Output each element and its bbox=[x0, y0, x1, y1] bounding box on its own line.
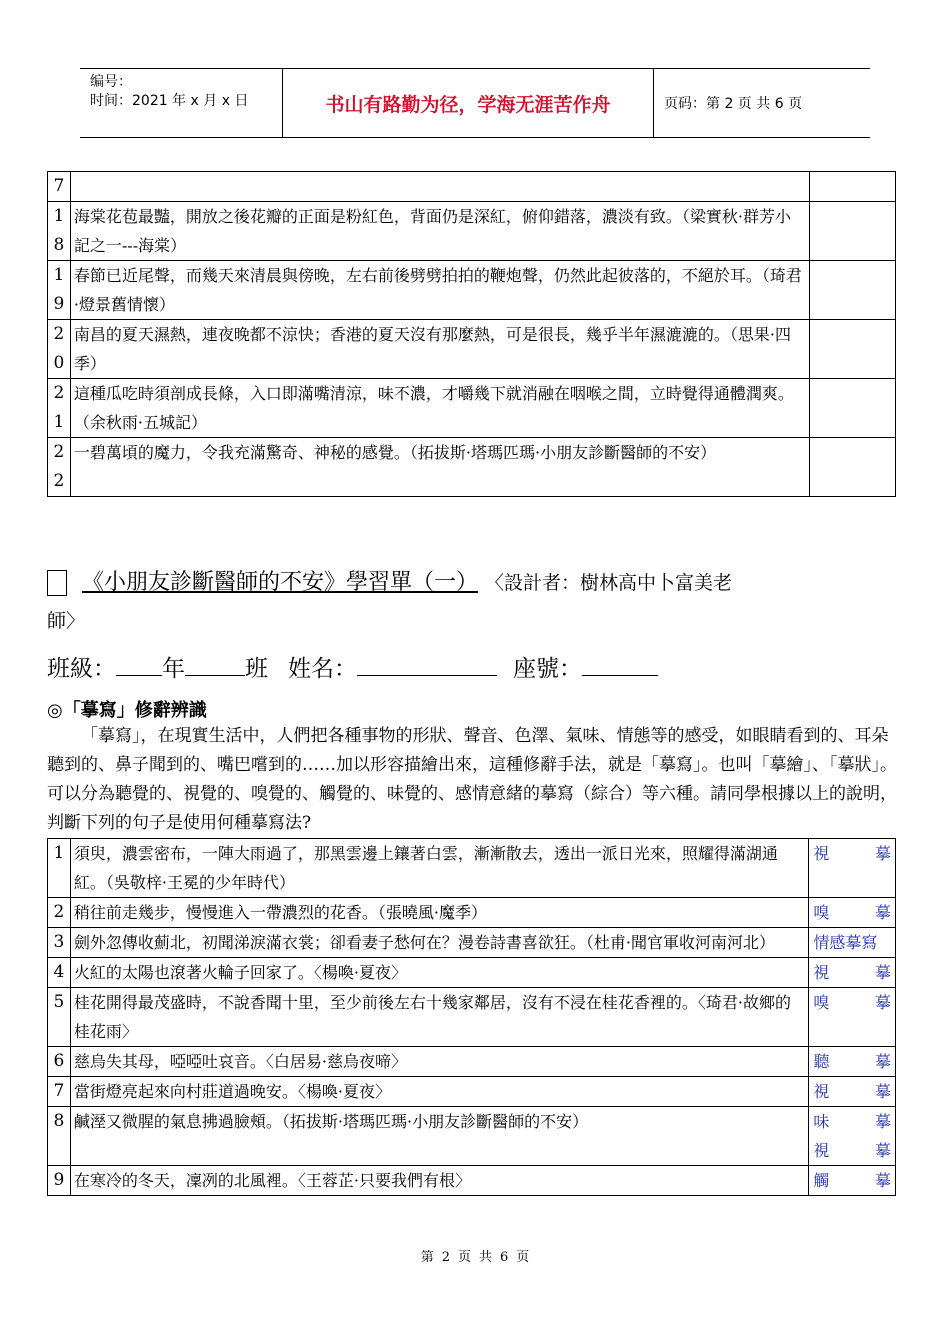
answer-line bbox=[809, 1077, 895, 1106]
table-row bbox=[48, 898, 896, 928]
answer-text: 摹 bbox=[874, 1052, 891, 1071]
answer-cell[interactable] bbox=[809, 172, 895, 202]
row-number bbox=[48, 438, 71, 497]
table-row bbox=[48, 928, 896, 958]
row-number: 2 bbox=[48, 898, 71, 928]
answer-cell[interactable] bbox=[809, 1077, 896, 1107]
table-row bbox=[48, 1047, 896, 1077]
student-info-line bbox=[47, 650, 658, 683]
page-footer bbox=[0, 1246, 950, 1265]
answer-text: 摹 bbox=[874, 1082, 891, 1101]
row-number: 9 bbox=[48, 1166, 71, 1196]
sentence-cell: 在寒冷的冬天，凜冽的北風裡。〈王蓉芷·只要我們有根〉 bbox=[70, 1166, 809, 1196]
sentence-cell: 海棠花苞最豔，開放之後花瓣的正面是粉紅色，背面仍是深紅，俯仰錯落，濃淡有致。（梁實秋·群芳小記之一---海棠） bbox=[70, 202, 809, 261]
answer-text: 嗅 bbox=[813, 993, 830, 1012]
grade-label: 年 bbox=[162, 656, 185, 682]
answer-line bbox=[809, 839, 895, 868]
table-row bbox=[48, 839, 896, 898]
table-row bbox=[48, 172, 896, 202]
name-blank[interactable] bbox=[357, 653, 497, 676]
answer-text: 視 bbox=[813, 844, 830, 863]
row-number: 3 bbox=[48, 928, 71, 958]
sentence-cell: 這種瓜吃時須剖成長條，入口即滿嘴清涼，味不濃，才嚼幾下就消融在咽喉之間，立時覺得通體潤爽。（余秋雨·五城記） bbox=[70, 379, 809, 438]
answer-cell[interactable] bbox=[809, 958, 896, 988]
answer-cell[interactable] bbox=[809, 1047, 896, 1077]
answer-cell[interactable] bbox=[809, 320, 895, 379]
answer-text: 聽 bbox=[813, 1052, 830, 1071]
designer-note-cont: 師〉 bbox=[47, 610, 86, 632]
header-meta bbox=[80, 69, 280, 137]
class-blank[interactable] bbox=[185, 653, 245, 676]
name-label: 姓名： bbox=[288, 656, 357, 682]
answer-cell[interactable] bbox=[809, 379, 895, 438]
answer-line bbox=[809, 1107, 895, 1136]
footer-total: 6 bbox=[500, 1250, 509, 1265]
sentence-cell: 須臾，濃雲密布，一陣大雨過了，那黑雲邊上鑲著白雲，漸漸散去，透出一派日光來，照耀得滿湖通紅。（吳敬梓·王冕的少年時代） bbox=[70, 839, 809, 898]
worksheet-title-text: 《小朋友診斷醫師的不安》學習單（一） bbox=[82, 570, 479, 595]
answer-cell[interactable] bbox=[809, 839, 896, 898]
answer-line bbox=[809, 1047, 895, 1076]
designer-note: 〈設計者：樹林高中卜富美老 bbox=[485, 572, 733, 594]
answer-cell[interactable] bbox=[809, 898, 896, 928]
footer-page: 2 bbox=[441, 1250, 450, 1265]
header-motto: 书山有路勤为径，学海无涯苦作舟 bbox=[282, 69, 654, 137]
answer-text: 摹 bbox=[874, 993, 891, 1012]
answer-text: 摹 bbox=[874, 1171, 891, 1190]
answer-line bbox=[809, 1136, 895, 1165]
table-row bbox=[48, 988, 896, 1047]
row-number bbox=[48, 172, 71, 202]
answer-cell[interactable] bbox=[809, 202, 895, 261]
row-number-digit: 1 bbox=[53, 412, 65, 432]
row-number-digit: 1 bbox=[53, 206, 65, 226]
row-number: 8 bbox=[48, 1107, 71, 1166]
row-number-digit: 2 bbox=[53, 442, 65, 462]
table-row bbox=[48, 320, 896, 379]
row-number: 1 bbox=[48, 839, 71, 898]
answer-text: 摹 bbox=[874, 1112, 891, 1131]
row-number: 7 bbox=[48, 1077, 71, 1107]
sentence-cell: 稍往前走幾步，慢慢進入一帶濃烈的花香。（張曉風·魔季） bbox=[70, 898, 809, 928]
table-row bbox=[48, 438, 896, 497]
answer-text: 視 bbox=[813, 1082, 830, 1101]
footer-p4: 页 bbox=[516, 1250, 530, 1265]
answer-text: 情感摹寫 bbox=[813, 933, 878, 952]
sentence-cell: 桂花開得最茂盛時，不說香聞十里，至少前後左右十幾家鄰居，沒有不浸在桂花香裡的。〈琦君·故鄉的桂花雨〉 bbox=[70, 988, 809, 1047]
section-title: ◎「摹寫」修辭辨識 bbox=[47, 700, 207, 721]
sentence-cell: 火紅的太陽也滾著火輪子回家了。〈楊喚·夏夜〉 bbox=[70, 958, 809, 988]
time-label: 时间：2021 年 x 月 x 日 bbox=[90, 93, 249, 109]
answer-line bbox=[809, 1166, 895, 1195]
answer-cell[interactable] bbox=[809, 1166, 896, 1196]
table-row bbox=[48, 202, 896, 261]
answer-text: 嗅 bbox=[813, 903, 830, 922]
sentence-cell: 春節已近尾聲，而幾天來清晨與傍晚，左右前後劈劈拍拍的鞭炮聲，仍然此起彼落的，不絕於耳。（琦君·燈景舊情懷） bbox=[70, 261, 809, 320]
footer-p3: 共 bbox=[479, 1250, 493, 1265]
seat-label: 座號： bbox=[513, 656, 582, 682]
exercise-table bbox=[47, 838, 896, 1196]
row-number-digit: 1 bbox=[53, 265, 65, 285]
page-header bbox=[80, 68, 870, 138]
row-number-digit: 2 bbox=[53, 383, 65, 403]
row-number bbox=[48, 379, 71, 438]
table-row bbox=[48, 1107, 896, 1166]
sentence-cell: 南昌的夏天濕熱，連夜晚都不涼快；香港的夏天沒有那麼熱，可是很長，幾乎半年濕漉漉的。（思果·四季） bbox=[70, 320, 809, 379]
ban-label: 班 bbox=[245, 656, 268, 682]
sentence-cell: 劍外忽傳收薊北，初聞涕淚滿衣裳；卻看妻子愁何在？漫卷詩書喜欲狂。（杜甫·聞官軍收河南河北） bbox=[70, 928, 809, 958]
answer-text: 摹 bbox=[874, 963, 891, 982]
instruction-paragraph bbox=[47, 722, 902, 838]
row-number: 6 bbox=[48, 1047, 71, 1077]
answer-cell[interactable] bbox=[809, 988, 896, 1047]
answer-cell[interactable] bbox=[809, 1107, 896, 1166]
row-number: 5 bbox=[48, 988, 71, 1047]
answer-line bbox=[809, 988, 895, 1017]
answer-line bbox=[809, 958, 895, 987]
answer-text: 摹 bbox=[874, 903, 891, 922]
row-number: 4 bbox=[48, 958, 71, 988]
answer-text: 摹 bbox=[874, 844, 891, 863]
table-row bbox=[48, 1166, 896, 1196]
header-page-info: 页码：第 2 页 共 6 页 bbox=[664, 96, 803, 112]
row-number-digit: 7 bbox=[53, 176, 65, 196]
answer-text: 視 bbox=[813, 1141, 830, 1160]
footer-p2: 页 bbox=[457, 1250, 471, 1265]
sentence-cell: 慈烏失其母，啞啞吐哀音。〈白居易·慈烏夜啼〉 bbox=[70, 1047, 809, 1077]
sentence-cell: 鹹溼又微腥的氣息拂過臉頰。（拓拔斯·塔瑪匹瑪·小朋友診斷醫師的不安） bbox=[70, 1107, 809, 1166]
table-row bbox=[48, 261, 896, 320]
row-number bbox=[48, 261, 71, 320]
answer-line bbox=[809, 898, 895, 927]
table-row bbox=[48, 379, 896, 438]
row-number-digit: 0 bbox=[53, 353, 65, 373]
exercise-table-continued bbox=[47, 171, 896, 497]
answer-text: 摹 bbox=[874, 1141, 891, 1160]
answer-text: 味 bbox=[813, 1112, 830, 1131]
table-row bbox=[48, 1077, 896, 1107]
row-number bbox=[48, 320, 71, 379]
title-bullet-icon bbox=[47, 570, 67, 596]
sentence-cell: 一碧萬頃的魔力，令我充滿驚奇、神秘的感覺。（拓拔斯·塔瑪匹瑪·小朋友診斷醫師的不安） bbox=[70, 438, 809, 497]
row-number-digit: 2 bbox=[53, 324, 65, 344]
row-number-digit: 8 bbox=[53, 235, 65, 255]
answer-text: 視 bbox=[813, 963, 830, 982]
answer-cell[interactable] bbox=[809, 438, 895, 497]
sentence-cell: 當街燈亮起來向村莊道過晚安。〈楊喚·夏夜〉 bbox=[70, 1077, 809, 1107]
answer-text: 觸 bbox=[813, 1171, 830, 1190]
class-label: 班級： bbox=[47, 656, 116, 682]
grade-blank[interactable] bbox=[116, 653, 162, 676]
answer-cell[interactable] bbox=[809, 928, 896, 958]
seat-blank[interactable] bbox=[582, 653, 658, 676]
answer-cell[interactable] bbox=[809, 261, 895, 320]
row-number bbox=[48, 202, 71, 261]
sentence-cell bbox=[70, 172, 809, 202]
table-row bbox=[48, 958, 896, 988]
row-number-digit: 9 bbox=[53, 294, 65, 314]
row-number-digit: 2 bbox=[53, 471, 65, 491]
number-label: 编号： bbox=[90, 74, 132, 90]
footer-p1: 第 bbox=[420, 1250, 434, 1265]
worksheet-title bbox=[47, 563, 887, 603]
answer-line bbox=[809, 928, 895, 957]
instruction-text: 「摹寫」，在現實生活中，人們把各種事物的形狀、聲音、色澤、氣味、情態等的感受，如眼睛看到的、耳朵聽到的、鼻子聞到的、嘴巴嚐到的……加以形容描繪出來，這種修辭手法，就是「摹寫」。也叫「摹繪」、「摹狀」。可以分為聽覺的、視覺的、嗅覺的、觸覺的、味覺的、感情意緒的摹寫（綜合）等六種。請同學根據以上的說明，判斷下列的句子是使用何種摹寫法? bbox=[47, 726, 897, 833]
